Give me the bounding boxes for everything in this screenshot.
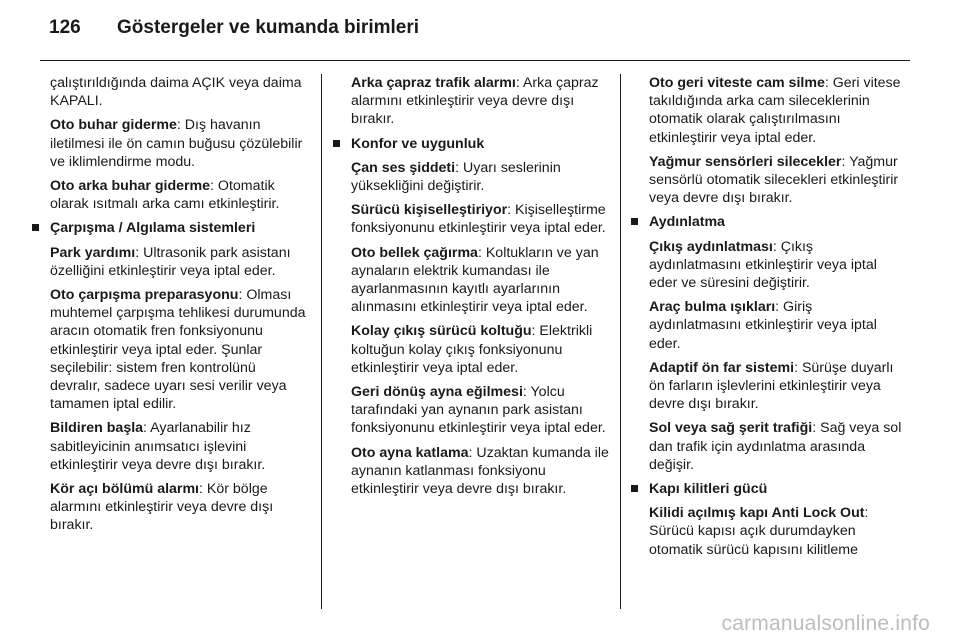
setting-term: Kör açı bölümü alarmı [50, 481, 200, 498]
setting-entry [351, 159, 609, 195]
setting-entry [351, 74, 609, 129]
setting-entry [351, 444, 609, 499]
continuation-text: çalıştırıldığında daima AÇIK veya daima KAPALI. [50, 75, 302, 110]
page-number: 126 [49, 17, 81, 38]
watermark: carmanualsonline.info [721, 612, 930, 635]
setting-term: Oto geri viteste cam silme [649, 75, 825, 91]
setting-entry [50, 286, 308, 413]
setting-description: : Elektrikli koltuğun kolay çıkış fonksiyonunu etkinleştirir veya iptal eder. [351, 323, 593, 376]
setting-description: : Giriş aydınlatmasını etkinleştirir veya iptal eder. [649, 299, 877, 352]
setting-description: : Yolcu tarafındaki yan aynanın park asistanı fonksiyonunu etkinleştirir veya iptal eder. [351, 384, 606, 437]
section-bullet [649, 213, 907, 231]
setting-term: Yağmur sensörleri silecekler [649, 153, 842, 170]
page-title: Göstergeler ve kumanda birimleri [117, 17, 420, 38]
setting-description: : Sağ veya sol dan trafik için aydınlatma arasında değişir. [649, 420, 902, 473]
setting-term: Geri dönüş ayna eğilmesi [351, 384, 523, 401]
setting-term: Arka çapraz trafik alarmı [351, 75, 516, 91]
setting-entry [649, 74, 907, 147]
setting-entry [50, 419, 308, 474]
setting-description: : Kişiselleştirme fonksiyonunu etkinleştirir veya iptal eder. [351, 202, 606, 237]
setting-term: Adaptif ön far sistemi [649, 359, 795, 376]
setting-entry [351, 244, 609, 317]
square-bullet-icon [32, 224, 39, 231]
column-divider-2 [620, 74, 621, 609]
setting-entry [649, 238, 907, 293]
setting-entry [649, 419, 907, 474]
section-title: Konfor ve uygunluk [351, 135, 485, 152]
setting-entry [50, 116, 308, 171]
setting-term: Oto çarpışma preparasyonu [50, 287, 239, 304]
setting-description: : Ayarlanabilir hız sabitleyicinin anımsatıcı işlevini etkinleştirir veya devre dışı bırakır. [50, 420, 266, 473]
setting-term: Çıkış aydınlatması [649, 238, 773, 255]
page-header [0, 0, 960, 60]
setting-description: : Dış havanın iletilmesi ile ön camın buğusu çözülebilir ve iklimlendirme modu. [50, 117, 303, 170]
setting-description: : Sürücü kapısı açık durumdayken otomatik sürücü kapısını kilitleme [649, 505, 869, 558]
section-bullet [50, 219, 308, 237]
setting-description: : Uzaktan kumanda ile aynanın katlanması fonksiyonu etkinleştirir veya devre dışı bırakır. [351, 444, 609, 498]
setting-entry [351, 383, 609, 438]
setting-entry [649, 359, 907, 414]
section-title: Kapı kilitleri gücü [649, 481, 768, 498]
column-3 [649, 74, 907, 565]
setting-term: Çan ses şiddeti [351, 159, 456, 176]
square-bullet-icon [631, 218, 638, 225]
setting-description: : Arka çapraz alarmını etkinleştirir veya devre dışı bırakır. [351, 75, 599, 128]
column-1 [50, 74, 308, 541]
setting-description: : Olması muhtemel çarpışma tehlikesi durumunda aracın otomatik fren fonksiyonunu etkinleştirir veya iptal eder. Şunlar seçilebilir: sistem fren kontrolünü devralır, sadece uyarı sesi verilir veya tamamen iptal edilir. [50, 287, 306, 413]
setting-entry [351, 322, 609, 377]
setting-term: Oto ayna katlama [351, 444, 469, 461]
setting-term: Sol veya sağ şerit trafiği [649, 420, 813, 437]
setting-term: Park yardımı [50, 244, 136, 261]
setting-term: Bildiren başla [50, 420, 144, 437]
setting-entry [649, 504, 907, 559]
setting-entry [50, 177, 308, 213]
setting-description: : Çıkış aydınlatmasını etkinleştirir veya iptal eder ve süresini değiştirir. [649, 238, 877, 292]
section-title: Çarpışma / Algılama sistemleri [50, 220, 256, 237]
setting-description: : Koltukların ve yan aynaların elektrik kumandası ile ayarlanmasının kayıtlı ayarlarının alınmasını etkinleştirir veya iptal eder. [351, 244, 599, 316]
setting-term: Oto buhar giderme [50, 117, 177, 134]
column-divider-1 [321, 74, 322, 609]
setting-term: Sürücü kişiselleştiriyor [351, 202, 508, 219]
setting-entry [351, 201, 609, 237]
setting-term: Araç bulma ışıkları [649, 299, 776, 316]
setting-entry [649, 153, 907, 208]
setting-entry [649, 298, 907, 353]
setting-description: : Yağmur sensörlü otomatik silecekleri etkinleştirir veya devre dışı bırakır. [649, 153, 899, 207]
setting-description: : Sürüşe duyarlı ön farların işlevlerini etkinleştirir veya devre dışı bırakır. [649, 359, 894, 413]
setting-description: : Uyarı seslerinin yüksekliğini değiştirir. [351, 159, 561, 195]
setting-entry [50, 480, 308, 535]
setting-entry [50, 244, 308, 280]
setting-term: Kilidi açılmış kapı Anti Lock Out [649, 505, 865, 522]
section-title: Aydınlatma [649, 214, 725, 231]
section-bullet [351, 135, 609, 153]
square-bullet-icon [631, 485, 638, 492]
setting-description: : Ultrasonik park asistanı özelliğini etkinleştirir veya iptal eder. [50, 244, 291, 279]
setting-description: : Kör bölge alarmını etkinleştirir veya devre dışı bırakır. [50, 481, 274, 534]
column-2 [351, 74, 609, 504]
setting-description: : Geri vitese takıldığında arka cam sileceklerinin otomatik olarak çalıştırılmasını etkinleştirir veya iptal eder. [649, 75, 901, 146]
square-bullet-icon [333, 140, 340, 147]
setting-term: Kolay çıkış sürücü koltuğu [351, 323, 532, 340]
header-rule [40, 60, 910, 61]
setting-term: Oto arka buhar giderme [50, 178, 211, 195]
section-bullet [649, 480, 907, 498]
setting-description: : Otomatik olarak ısıtmalı arka camı etkinleştirir. [50, 178, 280, 213]
setting-term: Oto bellek çağırma [351, 244, 478, 261]
